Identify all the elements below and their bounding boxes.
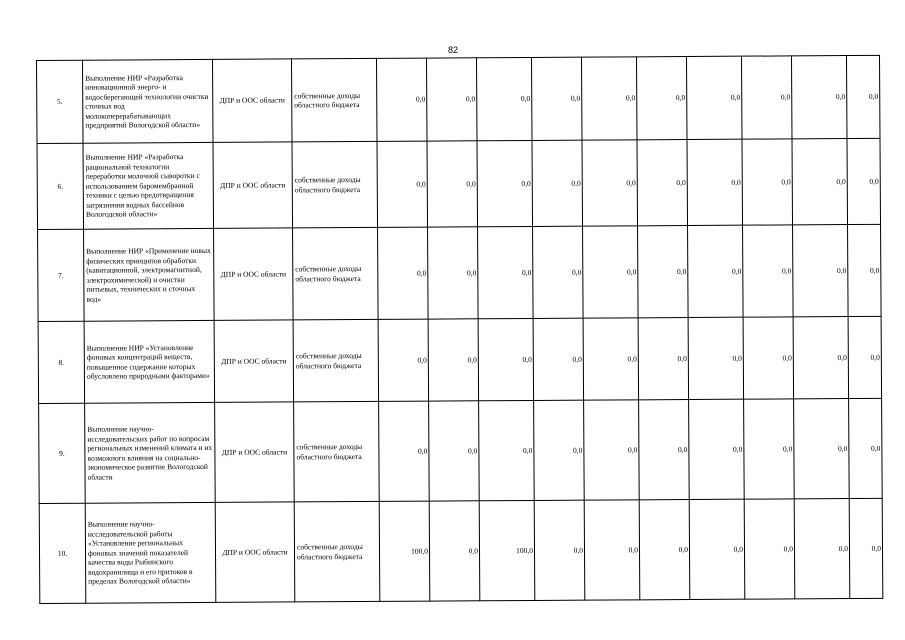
amount-cell: 0,0 — [532, 140, 583, 226]
funding-source: собственные доходы областного бюджета — [294, 401, 380, 502]
row-number: 7. — [38, 229, 85, 321]
amount-cell: 0,0 — [689, 499, 745, 599]
amount-cell: 0,0 — [478, 226, 534, 318]
activity-description: Выполнение научно-исследовательской работы «Установление региональных фоновых значений показателей качества воды Рыбинского водохранилища и его притоков в пределах Вологодской области» — [85, 502, 216, 603]
amount-cell: 0,0 — [426, 58, 477, 141]
amount-cell: 0,0 — [427, 141, 478, 227]
amount-cell: 0,0 — [581, 57, 637, 140]
amount-cell: 0,0 — [744, 499, 795, 599]
row-number: 6. — [37, 143, 84, 229]
amount-cell: 0,0 — [582, 140, 638, 226]
funding-source: собственные доходы областного бюджета — [294, 501, 380, 602]
row-number: 5. — [37, 60, 84, 143]
responsible-executor: ДПР и ООС области — [212, 59, 292, 142]
amount-cell: 0,0 — [584, 400, 640, 500]
activity-description: Выполнение НИР «Разработка инновационной энерго- и водосберегающей технологии очистки сточных вод молокоперерабатывающих предприятий Вологодской области» — [83, 59, 214, 143]
table-row — [37, 138, 881, 229]
funding-source: собственные доходы областного бюджета — [293, 319, 378, 402]
amount-cell: 0,0 — [688, 317, 743, 399]
amount-cell: 100,0 — [479, 500, 535, 600]
amount-cell: 0,0 — [533, 226, 584, 318]
row-number: 8. — [38, 321, 85, 403]
amount-cell: 0,0 — [583, 226, 639, 318]
activity-description: Выполнение НИР «Применение новых физических принципов обработки (кавитационной, электромагнитной, электрохимической) и очистки питьевых, технических и сточных вод» — [84, 228, 215, 321]
amount-cell: 0,0 — [848, 224, 882, 316]
amount-cell: 0,0 — [793, 317, 848, 399]
amount-cell: 0,0 — [849, 398, 883, 498]
amount-cell: 0,0 — [791, 56, 847, 139]
responsible-executor: ДПР и ООС области — [215, 502, 295, 602]
amount-cell: 0,0 — [743, 317, 794, 399]
amount-cell: 0,0 — [744, 399, 795, 499]
activity-description: Выполнение НИР «Установление фоновых концентраций веществ, повышенное содержание которых обусловлено природными факторами» — [84, 320, 214, 403]
amount-cell: 0,0 — [376, 58, 427, 141]
responsible-executor: ДПР и ООС области — [214, 228, 294, 320]
table-row — [38, 316, 881, 403]
table-row — [37, 55, 880, 143]
funding-source: собственные доходы областного бюджета — [291, 58, 377, 142]
amount-cell: 0,0 — [793, 225, 849, 317]
amount-cell: 0,0 — [638, 226, 689, 318]
amount-cell: 0,0 — [534, 400, 585, 500]
amount-cell: 0,0 — [847, 138, 881, 224]
amount-cell: 0,0 — [534, 500, 585, 600]
amount-cell: 0,0 — [639, 500, 690, 600]
amount-cell: 0,0 — [687, 139, 743, 225]
program-table — [36, 55, 883, 604]
amount-cell: 0,0 — [794, 399, 850, 499]
amount-cell: 0,0 — [743, 225, 794, 317]
activity-description: Выполнение научно-исследовательских работ по вопросам региональных изменений климата и их возможного влияния на социально-экономическое развитие Вологодской области — [85, 402, 216, 503]
table-row — [39, 498, 883, 603]
amount-cell: 0,0 — [846, 55, 880, 138]
responsible-executor: ДПР и ООС области — [214, 320, 293, 402]
amount-cell: 0,0 — [377, 141, 428, 227]
amount-cell: 0,0 — [742, 139, 793, 225]
activity-description: Выполнение НИР «Разработка рациональной технологии переработки молочной сыворотки с использованием баромембранной техники с целью предотвращения загрязнения водных бассейнов Вологодской области» — [83, 142, 214, 229]
funding-source: собственные доходы областного бюджета — [292, 141, 378, 228]
amount-cell: 0,0 — [378, 319, 428, 401]
amount-cell: 0,0 — [428, 227, 479, 319]
table-row — [39, 398, 883, 503]
amount-cell: 0,0 — [689, 399, 745, 499]
amount-cell: 0,0 — [792, 139, 848, 225]
amount-cell: 0,0 — [584, 500, 640, 600]
page-number: 82 — [448, 45, 459, 55]
amount-cell: 0,0 — [686, 56, 742, 139]
amount-cell: 0,0 — [477, 140, 533, 226]
amount-cell: 0,0 — [848, 316, 882, 398]
amount-cell: 0,0 — [637, 140, 688, 226]
amount-cell: 0,0 — [688, 225, 744, 317]
amount-cell: 0,0 — [583, 318, 638, 400]
amount-cell: 0,0 — [794, 499, 850, 599]
amount-cell: 100,0 — [379, 501, 430, 601]
amount-cell: 0,0 — [476, 57, 532, 140]
funding-source: собственные доходы областного бюджета — [293, 227, 379, 320]
row-number: 9. — [39, 403, 86, 503]
amount-cell: 0,0 — [638, 318, 689, 400]
amount-cell: 0,0 — [849, 498, 883, 598]
table-row — [38, 224, 882, 321]
amount-cell: 0,0 — [378, 227, 429, 319]
responsible-executor: ДПР и ООС области — [215, 402, 295, 502]
amount-cell: 0,0 — [429, 501, 480, 601]
amount-cell: 0,0 — [478, 318, 533, 400]
amount-cell: 0,0 — [429, 401, 480, 501]
amount-cell: 0,0 — [479, 400, 535, 500]
amount-cell: 0,0 — [531, 57, 582, 140]
amount-cell: 0,0 — [741, 56, 792, 139]
amount-cell: 0,0 — [636, 57, 687, 140]
amount-cell: 0,0 — [428, 319, 478, 401]
responsible-executor: ДПР и ООС области — [213, 142, 293, 228]
amount-cell: 0,0 — [533, 318, 584, 400]
amount-cell: 0,0 — [639, 400, 690, 500]
row-number: 10. — [39, 503, 86, 603]
amount-cell: 0,0 — [379, 401, 430, 501]
